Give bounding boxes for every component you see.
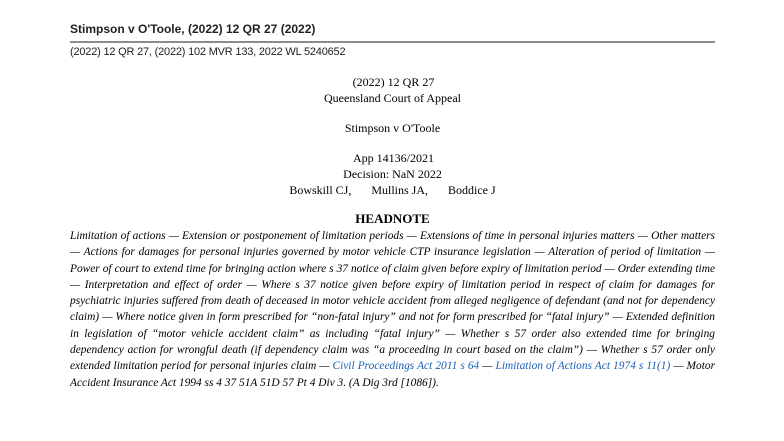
report-citation: (2022) 12 QR 27 (352, 75, 435, 89)
judge-name: Bowskill CJ, (289, 183, 352, 197)
case-name: Stimpson v O'Toole (344, 121, 441, 135)
headnote-trailing: — Motor Accident Insurance Act 1994 ss 4 37 51A 51D 57 Pt 4 Div 3. (A Dig 3rd [1086]). (70, 360, 715, 389)
court-name: Queensland Court of Appeal (324, 91, 461, 105)
document-title: Stimpson v O'Toole, (2022) 12 QR 27 (2022) (70, 22, 715, 43)
headnote-catchwords: Limitation of actions — Extension or postponement of limitation periods — Extensions of time in personal injuries matters — Other matters — Actions for damages for personal injuries governed by motor vehicle CTP insurance legislation — Alteration of period of limitation — Power of court to extend time for bringing action where s 37 notice of claim given before expiry of limitation period — Order extending time — Interpretation and effect of order — Where s 37 notice given before expiry of limitation period in respect of claim for damages for psychiatric injuries suffered from death of deceased in motor vehicle accident from alleged negligence of defendant (and not for dependency claim) — Where notice given in form prescribed for “non-fatal injury” and not for form prescribed for “fatal injury” — Extended definition in legislation of “motor vehicle accident claim” as including “fatal injury” — Whether s 57 order also extended time for bringing dependency action for wrongful death (if dependency claim was “a proceeding in court based on the claim”) — Whether s 57 order only extended limitation period for personal injuries claim — (70, 230, 715, 373)
limitation-of-actions-act-link[interactable]: Limitation of Actions Act 1974 s 11(1) (495, 360, 671, 373)
judge-name: Boddice J (448, 183, 496, 197)
headnote-text (70, 228, 715, 391)
document-header (70, 22, 715, 58)
application-number: App 14136/2021 (353, 151, 434, 165)
separator: — (479, 360, 496, 373)
civil-proceedings-act-link[interactable]: Civil Proceedings Act 2011 s 64 (332, 360, 480, 373)
judges-line (70, 182, 715, 198)
headnote-heading: HEADNOTE (355, 211, 430, 226)
document-body (70, 74, 715, 391)
decision-date: Decision: NaN 2022 (343, 167, 442, 181)
citation-line: (2022) 12 QR 27, (2022) 102 MVR 133, 2022 WL 5240652 (70, 46, 346, 58)
judge-name: Mullins JA, (371, 183, 429, 197)
